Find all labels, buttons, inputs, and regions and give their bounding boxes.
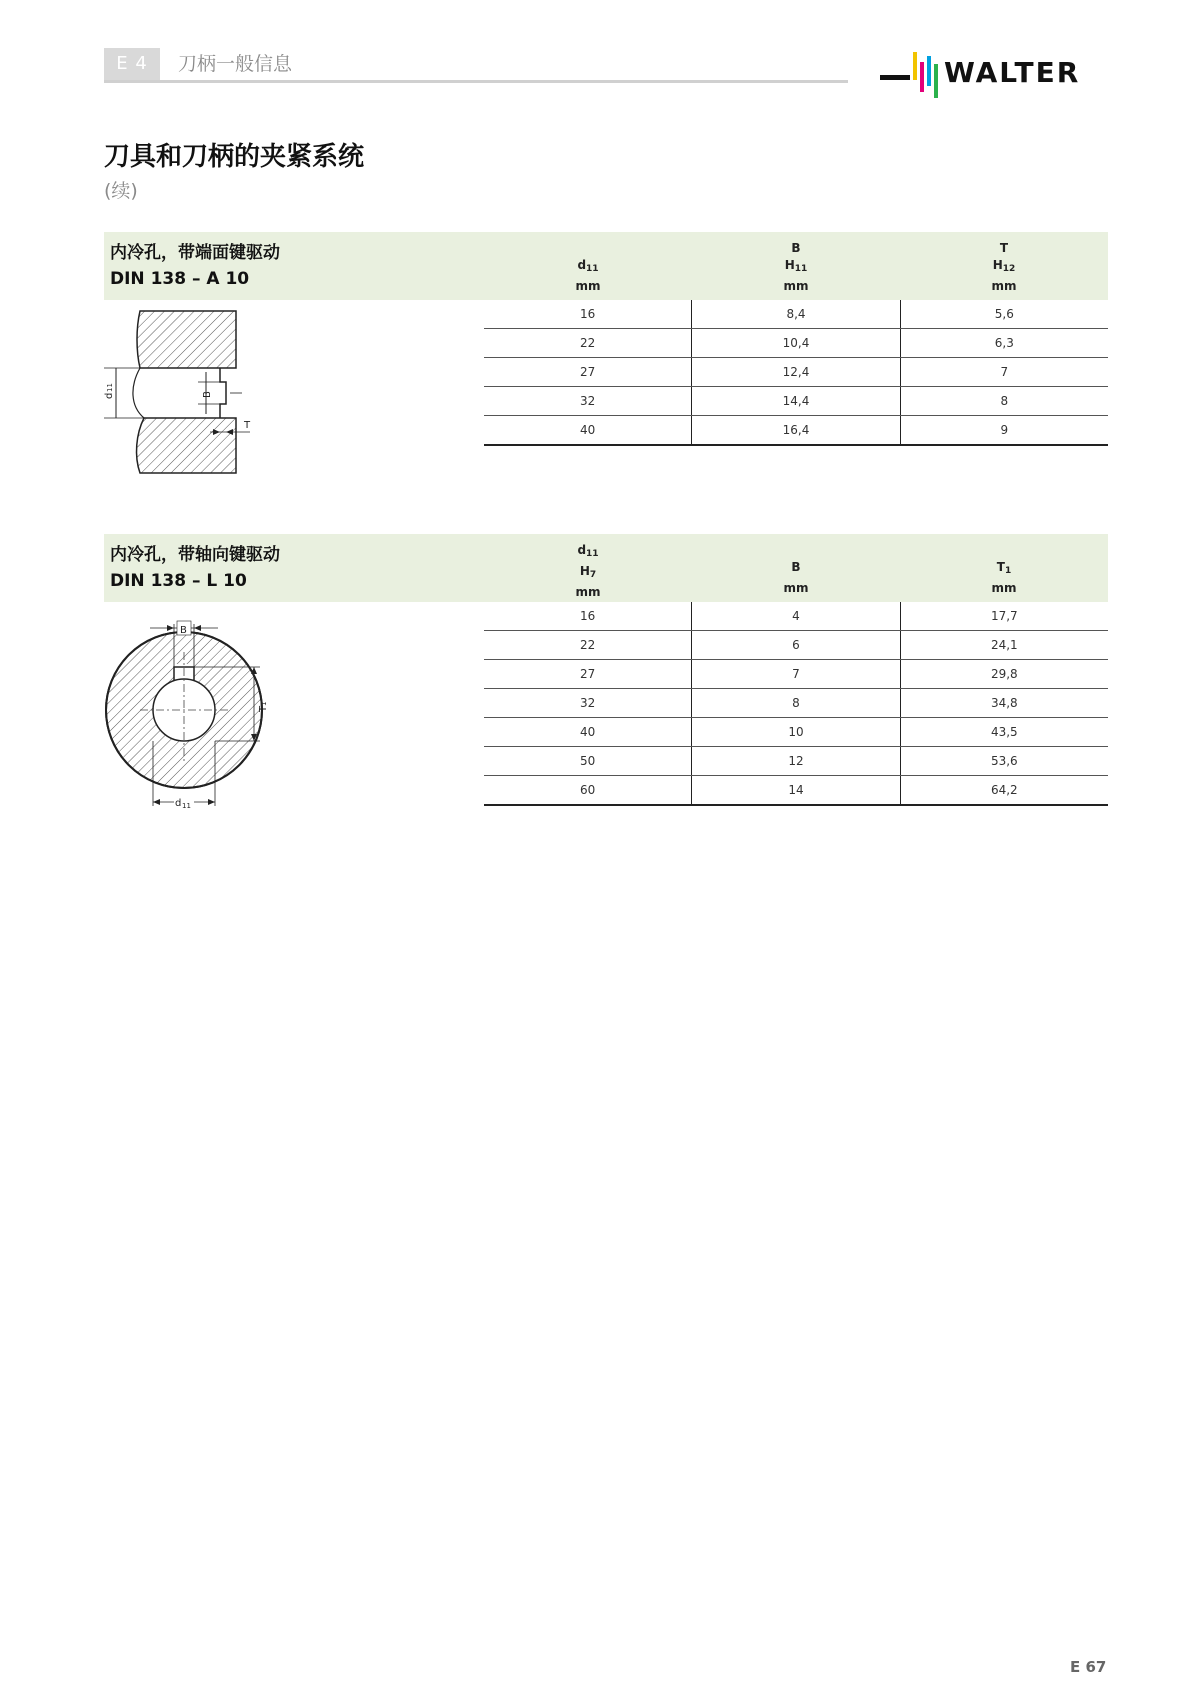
section2-drawing — [100, 612, 300, 812]
table-row: 22 6 24,1 — [484, 631, 1108, 660]
section2-drawing-t-label: T — [258, 705, 269, 712]
table-row: 16 8,4 5,6 — [484, 300, 1108, 329]
table-row: 50 12 53,6 — [484, 747, 1108, 776]
section2-drawing-t-sub: 1 — [260, 701, 268, 706]
walter-logo — [880, 44, 1112, 104]
section1-drawing-d-label: d — [104, 392, 115, 399]
section2-header — [104, 534, 1108, 602]
section1-drawing-b-label: B — [202, 391, 213, 398]
section1-table — [484, 300, 1108, 446]
page-title: 刀具和刀柄的夹紧系统 — [104, 142, 365, 172]
table-row: 32 8 34,8 — [484, 689, 1108, 718]
section2-drawing-b-label: B — [180, 625, 187, 636]
logo-wordmark: WALTER — [944, 56, 1081, 89]
section1-drawing — [100, 306, 270, 478]
section1-col-d: $d_{11}$ mm — [575, 258, 601, 293]
table-row: 32 14,4 8 — [484, 387, 1108, 416]
section2-name: 内冷孔，带轴向键驱动 — [110, 545, 280, 565]
section1-col-b: B $H_{11}$ mm — [783, 241, 809, 293]
table-row: 40 16,4 9 — [484, 416, 1108, 446]
section1-drawing-d-sub: 11 — [106, 383, 114, 392]
section2-col-d: $d_{11}$ $H_7$ mm — [575, 543, 601, 599]
table-row: 40 10 43,5 — [484, 718, 1108, 747]
table-row: 22 10,4 6,3 — [484, 329, 1108, 358]
section2-table — [484, 602, 1108, 806]
section1-col-t: T $H_{12}$ mm — [991, 241, 1017, 293]
table-row: 27 12,4 7 — [484, 358, 1108, 387]
table-row: 60 14 64,2 — [484, 776, 1108, 806]
chapter-title: 刀柄一般信息 — [178, 53, 293, 75]
chapter-tag: E 4 — [104, 48, 160, 80]
header-rule — [104, 80, 848, 83]
section2-col-t1: $T_1$ mm — [991, 560, 1017, 595]
section1-name: 内冷孔，带端面键驱动 — [110, 243, 280, 263]
page-number: E 67 — [1070, 1658, 1107, 1676]
page-subtitle: (续) — [104, 180, 138, 202]
section1-standard: DIN 138 – A 10 — [110, 269, 250, 289]
section2-drawing-d-label: d — [175, 798, 182, 809]
section2-drawing-d-sub: 11 — [182, 802, 191, 810]
section1-header — [104, 232, 1108, 300]
table-row: 16 4 17,7 — [484, 602, 1108, 631]
section2-standard: DIN 138 – L 10 — [110, 571, 247, 591]
section1-drawing-t-label: T — [244, 420, 251, 431]
section2-col-b: B mm — [783, 560, 809, 595]
table-row: 27 7 29,8 — [484, 660, 1108, 689]
